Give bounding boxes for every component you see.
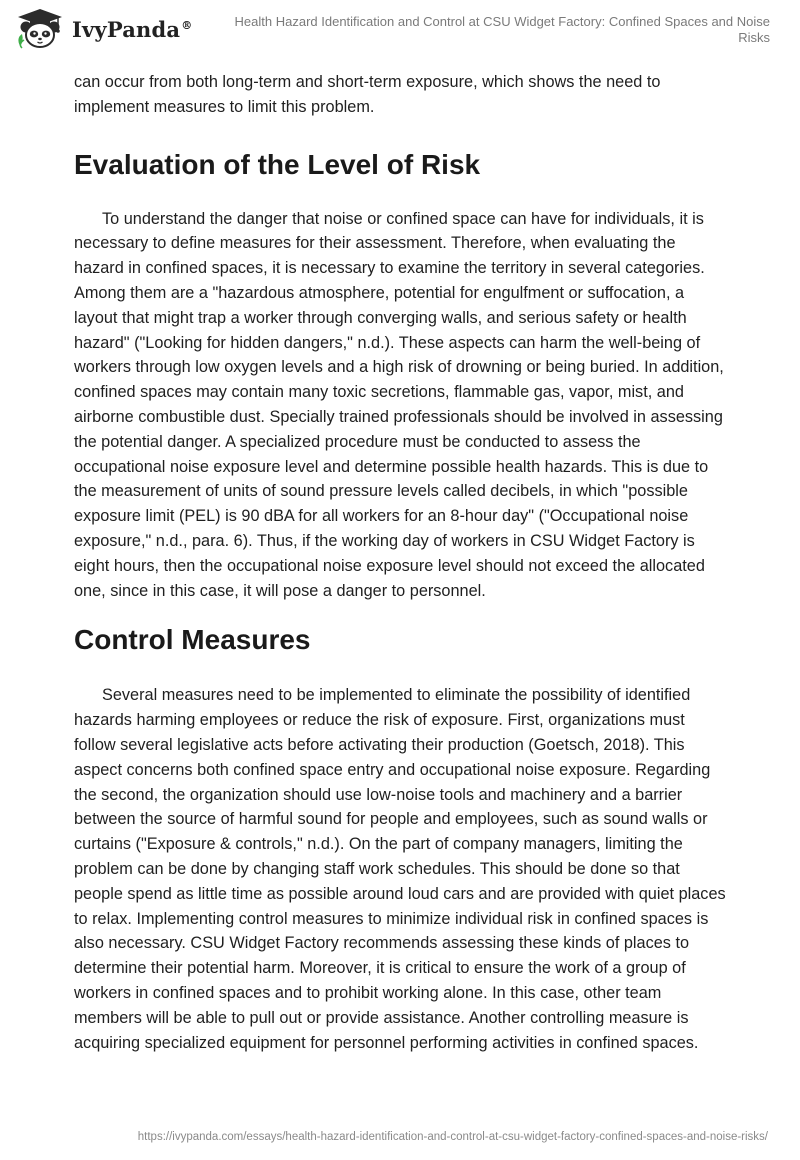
section-heading-control: Control Measures: [74, 624, 311, 656]
source-url-link[interactable]: https://ivypanda.com/essays/health-hazard-identification-and-control-at-csu-widget-factory-confined-spaces-and-noise-risks/: [137, 1131, 768, 1143]
intro-paragraph: can occur from both long-term and short-term exposure, which shows the need to implement measures to limit this problem.: [74, 73, 661, 116]
registered-mark: ®: [181, 18, 193, 32]
panda-logo-icon: [14, 8, 66, 50]
logo-wordmark: [72, 17, 192, 42]
logo-text: IvyPanda: [72, 16, 181, 42]
section-heading-evaluation: Evaluation of the Level of Risk: [74, 148, 481, 180]
page-header: [0, 0, 800, 62]
section-paragraph-evaluation: To understand the danger that noise or confined space can have for individuals, it is necessary to define measures for their assessment. Therefore, when evaluating the hazard in confined spaces, it is necessary to examine the territory in several categories. Among them are a "hazardous atmosphere, potential for engulfment or suffocation, a layout that might trap a worker through converging walls, and serious safety or health hazard" ("Looking for hidden dangers," n.d.). These aspects can harm the well-being of workers through low oxygen levels and a high risk of drowning or being buried. In addition, confined spaces may contain many toxic secretions, flammable gas, vapor, mist, and airborne combustible dust. Specially trained professionals should be involved in assessing the potential danger. A specialized procedure must be conducted to assess the occupational noise exposure level and determine possible health hazards. This is due to the measurement of units of sound pressure levels called decibels, in which "possible exposure limit (PEL) is 90 dBA for all workers for an 8-hour day" ("Occupational noise exposure," n.d., para. 6). Thus, if the working day of workers in CSU Widget Factory is eight hours, then the occupational noise exposure level should not exceed the allocated one, since in this case, it will pose a danger to personnel.: [74, 209, 724, 600]
section-paragraph-control: Several measures need to be implemented to eliminate the possibility of identified hazards harming employees or reduce the risk of exposure. First, organizations must follow several legislative acts before activating their production (Goetsch, 2018). This aspect concerns both confined space entry and occupational noise exposure. Regarding the second, the organization should use low-noise tools and machinery and a barrier between the source of harmful sound for people and employees, such as sound walls or curtains ("Exposure & controls," n.d.). On the part of company managers, limiting the problem can be done by changing staff work schedules. This should be done so that people spend as little time as possible around loud cars and are provided with quiet places to relax. Implementing control measures to minimize individual risk in confined spaces is also necessary. CSU Widget Factory recommends assessing these kinds of places to determine their potential harm. Moreover, it is critical to ensure the work of a group of workers in confined spaces and to prohibit working alone. In this case, other team members will be able to pull out or provide assistance. Another controlling measure is acquiring specialized equipment for personnel performing activities in confined spaces.: [74, 686, 726, 1052]
essay-content: [74, 70, 726, 1055]
ivypanda-logo[interactable]: [14, 8, 192, 50]
document-title: Health Hazard Identification and Control at CSU Widget Factory: Confined Spaces and Noise Risks: [234, 14, 770, 45]
